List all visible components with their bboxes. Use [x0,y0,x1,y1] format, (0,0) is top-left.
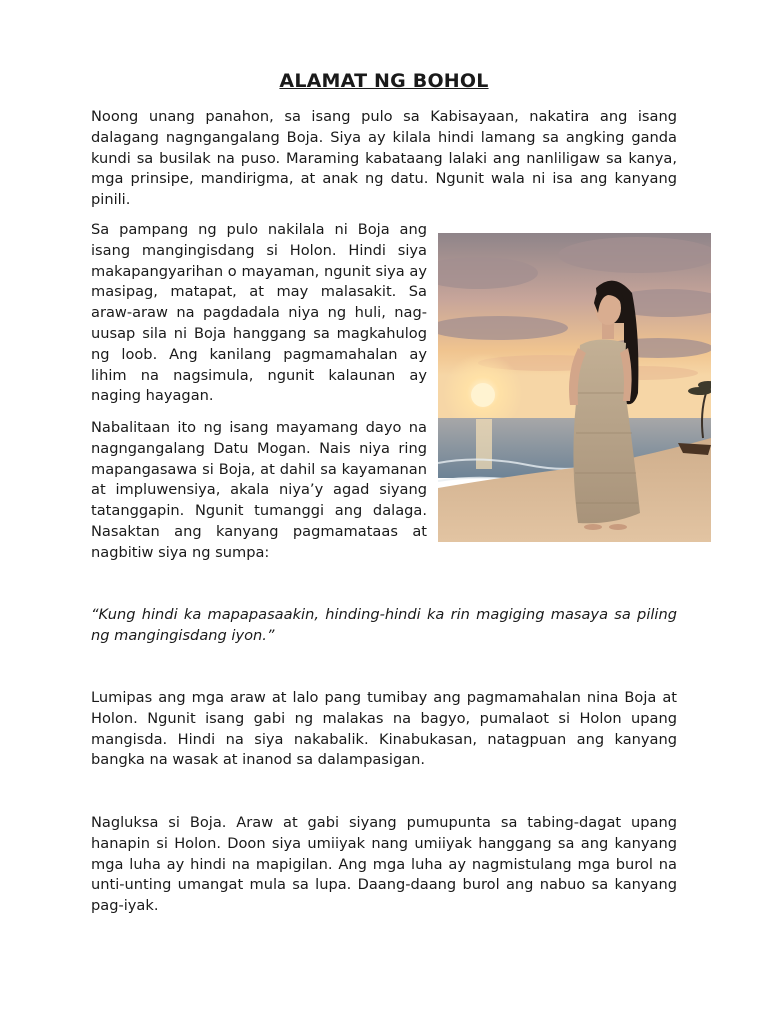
page-title: ALAMAT NG BOHOL [279,70,489,92]
paragraph-2: Sa pampang ng pulo nakilala ni Boja ang isang mangingisdang si Holon. Hindi siya makapangyarihan o mayaman, ngunit siya ay masipag, matapat, at may malasakit. Sa araw-araw na pagdadala niya ng huli, nag-uusap sila ni Boja hanggang sa magkahulog ng loob. Ang kanilang pagmamahalan ay lihim na nagsimula, ngunit kalaunan ay naging hayagan. [91,221,427,405]
curse-quote: “Kung hindi ka mapapasaakin, hinding-hindi ka rin magiging masaya sa piling ng mangingisdang iyon.” [91,606,677,644]
paragraph-5: Nagluksa si Boja. Araw at gabi siyang pumupunta sa tabing-dagat upang hanapin si Holon. Doon siya umiiyak nang umiiyak hanggang sa ang kanyang mga luha ay hindi na mapigilan. Ang mga luha ay nagmistulang mga burol na unti-unting umangat mula sa lupa. Daang-daang burol ang nabuo sa kanyang pag-iyak. [91,814,677,915]
paragraph-4: Lumipas ang mga araw at lalo pang tumibay ang pagmamahalan nina Boja at Holon. Ngunit isang gabi ng malakas na bagyo, pumalaot si Holon upang mangisda. Hindi na siya nakabalik. Kinabukasan, natagpuan ang kanyang bangka na wasak at inanod sa dalampasigan. [91,689,677,769]
paragraph-1: Noong unang panahon, sa isang pulo sa Kabisayaan, nakatira ang isang dalagang nagngangalang Boja. Siya ay kilala hindi lamang sa angking ganda kundi sa busilak na puso. Maraming kabataang lalaki ang nanliligaw sa kanya, mga prinsipe, mandirigma, at anak ng datu. Ngunit wala ni isa ang kanyang pinili. [91,108,677,209]
woman-on-beach-illustration [438,233,711,542]
paragraph-3: Nabalitaan ito ng isang mayamang dayo na nagngangalang Datu Mogan. Nais niya ring mapangasawa si Boja, at dahil sa kayamanan at impluwensiya, akala niya’y agad siyang tatanggapin. Ngunit tumanggi ang dalaga. Nasaktan ang kanyang pagmamataas at nagbitiw siya ng sumpa: [91,419,427,561]
